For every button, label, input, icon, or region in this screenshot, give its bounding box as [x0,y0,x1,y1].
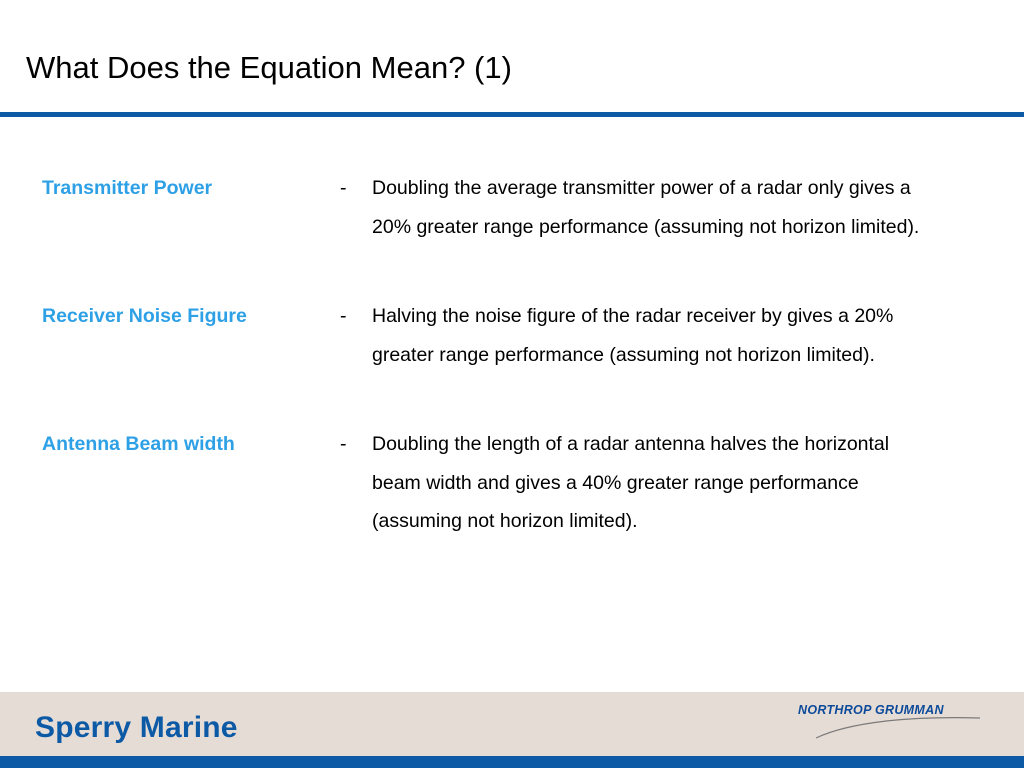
title-divider [0,112,1024,117]
sperry-marine-logo: Sperry Marine [35,711,238,744]
northrop-grumman-logo [796,700,986,744]
term-label: Transmitter Power [42,177,213,199]
northrop-grumman-wordmark: NORTHROP GRUMMAN [798,703,944,717]
swoosh-icon [814,712,982,740]
term-description: Doubling the average transmitter power of a radar only gives a 20% greater range performance (assuming not horizon limited). [372,177,920,238]
term-description: Doubling the length of a radar antenna halves the horizontal beam width and gives a 40% greater range performance (assuming not horizon limited). [372,433,890,532]
bullet-dash: - [340,433,347,455]
term-label: Receiver Noise Figure [42,305,247,327]
term-description: Halving the noise figure of the radar receiver by gives a 20% greater range performance (assuming not horizon limited). [372,305,894,366]
footer-bottom-bar [0,756,1024,768]
slide-title: What Does the Equation Mean? (1) [26,50,512,85]
term-label: Antenna Beam width [42,433,235,455]
bullet-dash: - [340,305,347,327]
bullet-dash: - [340,177,347,199]
